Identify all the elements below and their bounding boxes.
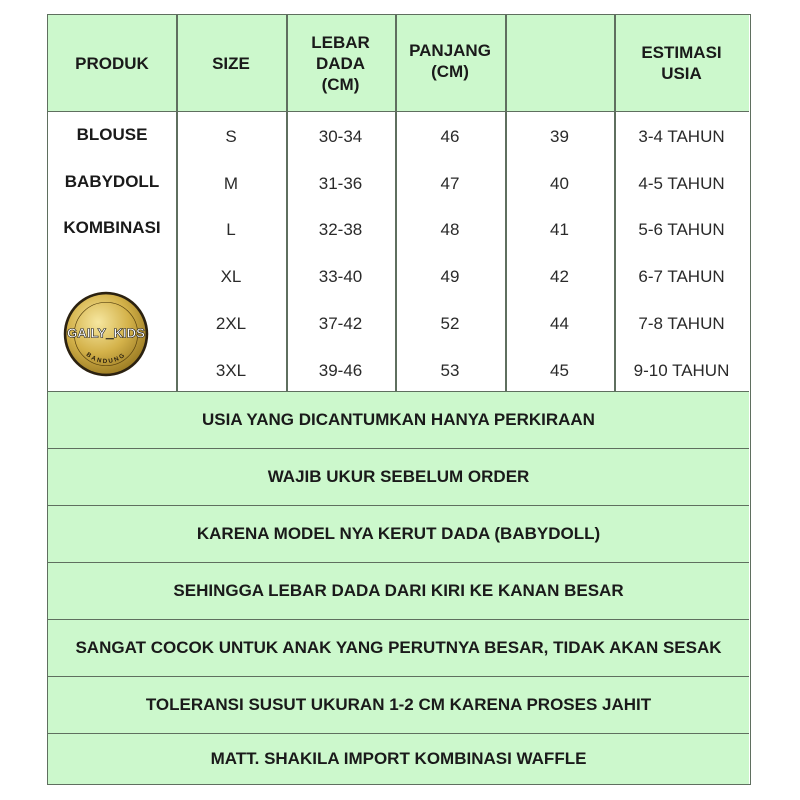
cell-size: M [223, 174, 239, 193]
header-lebar-dada [286, 23, 395, 103]
header-estimasi-usia [614, 37, 749, 89]
cell-usia: 6-7 TAHUN [638, 267, 725, 286]
note-row: TOLERANSI SUSUT UKURAN 1-2 CM KARENA PROSES JAHIT [48, 676, 749, 733]
product-name: KOMBINASI [63, 218, 161, 237]
cell-extra: 39 [550, 127, 569, 146]
note-row: USIA YANG DICANTUMKAN HANYA PERKIRAAN [48, 391, 749, 448]
logo-brand: GAILY_KIDS [67, 325, 145, 341]
header-line: (CM) [431, 62, 469, 81]
cell-lebar: 37-42 [318, 314, 363, 333]
header-line: USIA [661, 64, 702, 83]
cell-extra: 44 [550, 314, 569, 333]
header-panjang [395, 35, 505, 87]
cell-usia: 9-10 TAHUN [633, 361, 730, 380]
cell-panjang: 49 [440, 267, 460, 286]
note-row: SEHINGGA LEBAR DADA DARI KIRI KE KANAN BESAR [48, 562, 749, 619]
header-line: PANJANG [409, 41, 491, 60]
cell-size: XL [220, 267, 242, 286]
cell-extra: 45 [550, 361, 569, 380]
header-line: DADA [315, 53, 366, 73]
note-row: WAJIB UKUR SEBELUM ORDER [48, 448, 749, 505]
product-name: BABYDOLL [64, 172, 160, 191]
cell-lebar: 30-34 [318, 127, 363, 146]
note-row: KARENA MODEL NYA KERUT DADA (BABYDOLL) [48, 505, 749, 562]
cell-usia: 4-5 TAHUN [638, 174, 725, 193]
cell-usia: 5-6 TAHUN [638, 220, 725, 239]
cell-lebar: 32-38 [318, 220, 363, 239]
note-row: SANGAT COCOK UNTUK ANAK YANG PERUTNYA BESAR, TIDAK AKAN SESAK [48, 619, 749, 676]
cell-lebar: 31-36 [318, 174, 363, 193]
product-name: BLOUSE [76, 125, 148, 144]
note-row: MATT. SHAKILA IMPORT KOMBINASI WAFFLE [48, 733, 749, 784]
header-produk: PRODUK [75, 54, 149, 73]
cell-lebar: 33-40 [318, 267, 363, 286]
cell-extra: 42 [550, 267, 569, 286]
cell-size: S [225, 127, 237, 146]
header-line: (CM) [321, 74, 360, 94]
cell-size: L [226, 220, 236, 239]
size-chart [47, 14, 751, 785]
cell-usia: 7-8 TAHUN [638, 314, 725, 333]
cell-lebar: 39-46 [318, 361, 363, 380]
cell-size: 2XL [215, 314, 247, 333]
header-line: LEBAR [311, 32, 370, 52]
cell-panjang: 52 [440, 314, 460, 333]
cell-size: 3XL [215, 361, 247, 380]
cell-panjang: 53 [440, 361, 460, 380]
cell-panjang: 46 [440, 127, 460, 146]
logo-city: BANDUNG [84, 351, 128, 366]
cell-extra: 41 [550, 220, 569, 239]
cell-usia: 3-4 TAHUN [638, 127, 725, 146]
header-size: SIZE [212, 54, 250, 73]
cell-panjang: 48 [440, 220, 460, 239]
cell-panjang: 47 [440, 174, 460, 193]
cell-extra: 40 [550, 174, 569, 193]
header-blank [505, 15, 614, 112]
gaily-kids-logo [62, 290, 150, 378]
header-line: ESTIMASI [641, 43, 722, 62]
